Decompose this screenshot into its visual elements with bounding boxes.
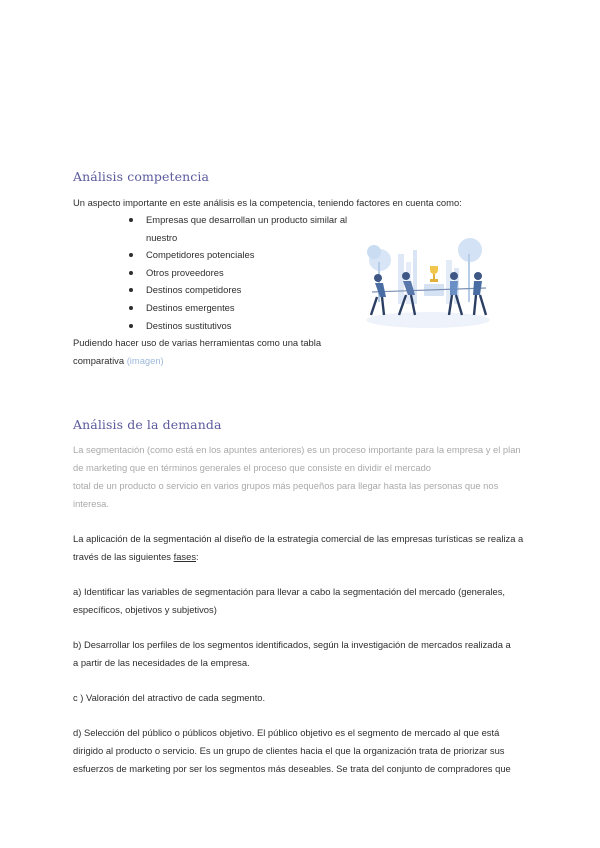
phase-a-line: específicos, objetivos y subjetivos) (73, 604, 217, 615)
tug-of-war-illustration-icon (358, 232, 498, 332)
closing-text: comparativa (73, 355, 125, 366)
list-item: Destinos emergentes (128, 299, 347, 317)
list-item: Destinos sustitutivos (128, 317, 347, 335)
segmentacion-line: interesa. (73, 498, 109, 509)
segmentacion-line: de marketing que en términos generales el proceso que consiste en dividir el mercado (73, 462, 432, 473)
bullet-continuation: nuestro (146, 231, 178, 243)
list-item: Otros proveedores (128, 264, 347, 282)
phase-c-line: c ) Valoración del atractivo de cada segmento. (73, 692, 266, 703)
phase-d-line: dirigido al producto o servicio. Es un grupo de clientes hacia el que la organización trata de priorizar sus (73, 745, 505, 756)
section-title-demanda: Análisis de la demanda (73, 417, 222, 432)
list-item: Empresas que desarrollan un producto similar al nuestro (128, 211, 347, 246)
phase-b-line: b) Desarrollar los perfiles de los segmentos identificados, según la investigación de mercados realizada a (73, 639, 511, 650)
section-title-competencia: Análisis competencia (73, 169, 210, 184)
phase-a-line: a) Identificar las variables de segmentación para llevar a cabo la segmentación del mercado (generales, (73, 586, 506, 597)
imagen-link[interactable]: (imagen) (126, 355, 164, 366)
segmentacion-line: La segmentación (como está en los apuntes anteriores) es un proceso importante para la empresa y el plan (73, 444, 521, 455)
competencia-intro: Un aspecto importante en este análisis es la competencia, teniendo factores en cuenta como: (73, 197, 462, 208)
competencia-bullet-list (128, 211, 347, 334)
fases-underlined: fases (173, 551, 197, 562)
aplicacion-prefix: través de las siguientes (73, 551, 171, 562)
list-item: Destinos competidores (128, 281, 347, 299)
list-item: Competidores potenciales (128, 246, 347, 264)
aplicacion-line1: La aplicación de la segmentación al diseño de la estrategia comercial de las empresas turísticas se realiza a (73, 533, 524, 544)
aplicacion-line2 (73, 548, 199, 565)
competencia-closing-line1: Pudiendo hacer uso de varias herramientas como una tabla (73, 337, 322, 348)
competencia-closing-line2 (73, 352, 164, 369)
phase-d-line: esfuerzos de marketing por ser los segmentos más deseables. Se trata del conjunto de compradores que (73, 763, 511, 774)
aplicacion-colon: : (196, 551, 199, 562)
phase-b-line: a partir de las necesidades de la empresa. (73, 657, 250, 668)
phase-d-line: d) Selección del público o públicos objetivo. El público objetivo es el segmento de mercado al que está (73, 727, 500, 738)
segmentacion-line: total de un producto o servicio en varios grupos más pequeños para llegar hasta las personas que nos (73, 480, 499, 491)
